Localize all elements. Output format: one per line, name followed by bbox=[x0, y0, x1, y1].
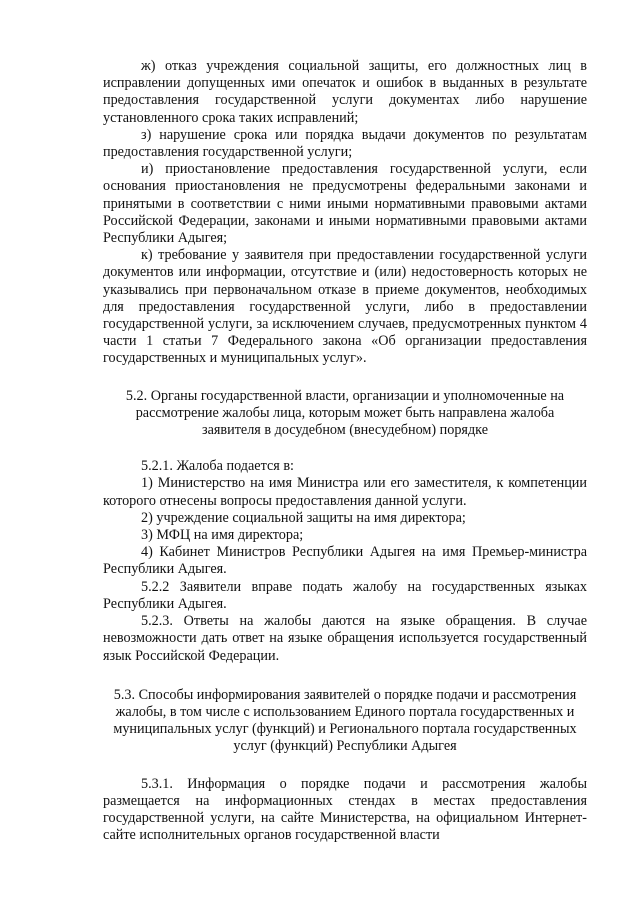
list-item-z: з) нарушение срока или порядка выдачи документов по результатам предоставления государственной услуги; bbox=[103, 126, 587, 161]
paragraph-5-2-1: 5.2.1. Жалоба подается в: bbox=[141, 458, 294, 475]
list-item-5-2-1-1: 1) Министерство на имя Министра или его заместителя, к компетенции которого отнесены вопросы предоставления данной услуги. bbox=[103, 475, 587, 509]
paragraph-5-3-1: 5.3.1. Информация о порядке подачи и рассмотрения жалобы размещается на информационных стендах в местах предоставления государственной услуги, на сайте Министерства, на официальном Интернет-сайте исполнительных органов государственной власти bbox=[103, 775, 587, 844]
section-5-3-heading: 5.3. Способы информирования заявителей о порядке подачи и рассмотрения жалобы, в том числе с использованием Единого портала государственных и муниципальных услуг (функций) и Регионального портала государственных услуг (функций) Республики Адыгея bbox=[113, 686, 577, 755]
list-item-zh: ж) отказ учреждения социальной защиты, его должностных лиц в исправлении допущенных ими опечаток и ошибок в выданных в результате предоставления государственной услуги документах либо нарушение установленного срока таких исправлений; bbox=[103, 58, 587, 126]
section-5-2-heading: 5.2. Органы государственной власти, организации и уполномоченные на рассмотрение жалобы лица, которым может быть направлена жалоба заявителя в досудебном (внесудебном) порядке bbox=[125, 387, 565, 439]
list-item-5-2-1-4: 4) Кабинет Министров Республики Адыгея на имя Премьер-министра Республики Адыгея. bbox=[103, 544, 587, 578]
paragraph-5-2-2: 5.2.2 Заявители вправе подать жалобу на государственных языках Республики Адыгея. bbox=[103, 578, 587, 612]
paragraph-5-2-3: 5.2.3. Ответы на жалобы даются на языке обращения. В случае невозможности дать ответ на языке обращения используется государственный язык Российской Федерации. bbox=[103, 613, 587, 664]
list-item-i: и) приостановление предоставления государственной услуги, если основания приостановления не предусмотрены федеральными законами и принятыми в соответствии с ними иными нормативными правовыми актами Российской Федерации, законами и иными нормативными правовыми актами Республики Адыгея; bbox=[103, 161, 587, 247]
document-page bbox=[103, 58, 587, 844]
list-item-5-2-1-3: 3) МФЦ на имя директора; bbox=[141, 527, 304, 544]
list-item-5-2-1-2: 2) учреждение социальной защиты на имя директора; bbox=[141, 509, 466, 526]
list-item-k: к) требование у заявителя при предоставлении государственной услуги документов или информации, отсутствие и (или) недостоверность которых не указывались при первоначальном отказе в приеме документов, необходимых для предоставления государственной услуги, либо в предоставлении государственной услуги, за исключением случаев, предусмотренных пунктом 4 части 1 статьи 7 Федерального закона «Об организации предоставления государственных и муниципальных услуг». bbox=[103, 247, 587, 367]
